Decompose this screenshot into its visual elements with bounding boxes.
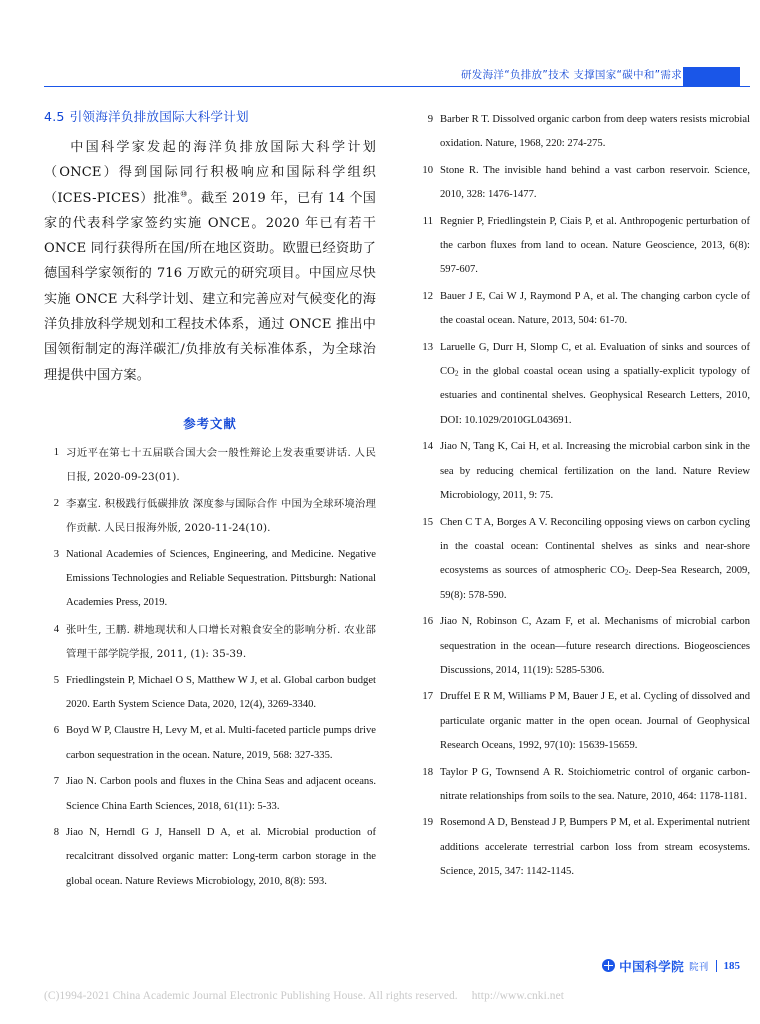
publisher-subtitle: 院刊 (689, 961, 709, 973)
section-paragraph (44, 135, 376, 388)
publisher-name: 中国科学院 (619, 959, 685, 974)
left-column (44, 108, 376, 936)
reference-text: Bauer J E, Cai W J, Raymond P A, et al. The changing carbon cycle of the coastal ocean. Nature, 2013, 504: 61-70. (440, 290, 750, 327)
reference-text: Druffel E R M, Williams P M, Bauer J E, et al. Cycling of dissolved and particulate organic matter in the open ocean. Journal of Geophysical Research Oceans, 1992, 97(10): 15639-15659. (440, 691, 750, 752)
reference-text: 习近平在第七十五届联合国大会一般性辩论上发表重要讲话. 人民日报, 2020-09-23(01). (66, 446, 376, 484)
reference-text: Barber R T. Dissolved organic carbon from deep waters resists microbial oxidation. Nature, 1968, 220: 274-275. (440, 114, 750, 150)
cas-logo-icon (602, 959, 615, 972)
reference-number: 15 (422, 516, 433, 528)
section-number: 4.5 (44, 109, 65, 124)
reference-item (418, 435, 750, 508)
header-rule (44, 86, 750, 87)
reference-text: 张叶生, 王鹏. 耕地现状和人口增长对粮食安全的影响分析. 农业部管理干部学院学报, 2011, (1): 35-39. (66, 623, 376, 661)
reference-text: Friedlingstein P, Michael O S, Matthew W J, et al. Global carbon budget 2020. Earth System Science Data, 2020, 12(4), 3269-3340. (66, 674, 376, 711)
reference-text: Jiao N, Herndl G J, Hansell D A, et al. Microbial production of recalcitrant dissolved organic matter: Long-term carbon storage in the global ocean. Nature Reviews Microbiology, 2010, 8(8): 593. (66, 827, 376, 887)
paragraph-text-post: 。截至 2019 年，已有 14 个国家的代表科学家签约实施 ONCE。2020 年已有若干 ONCE 同行获得所在国/所在地区资助。欧盟已经资助了德国科学家领衔的 716 万欧元的研究项目。中国应尽快实施 ONCE 大科学计划、建立和完善应对气候变化的海洋负排放科学规划和工程技术体系，通过 ONCE 推出中国领衔制定的海洋碳汇/负排放有关标准体系，为全球治理提供中国方案。 (44, 190, 376, 383)
reference-text: Boyd W P, Claustre H, Levy M, et al. Multi-faceted particle pumps drive carbon sequestration in the ocean. Nature, 2019, 568: 327-335. (66, 725, 376, 761)
reference-number: 6 (53, 725, 59, 737)
reference-list-right (418, 108, 750, 885)
reference-item (418, 761, 750, 810)
running-header-title: 研发海洋“负排放”技术 支撑国家“碳中和”需求 (461, 69, 682, 81)
reference-number: 5 (53, 674, 59, 686)
reference-item (44, 770, 376, 819)
copyright-notice (44, 990, 564, 1002)
right-column (418, 108, 750, 936)
reference-item (44, 719, 376, 768)
publisher-brand (602, 956, 740, 975)
reference-number: 8 (53, 827, 59, 839)
reference-item (418, 336, 750, 434)
reference-number: 3 (53, 548, 59, 560)
reference-number: 11 (422, 215, 433, 227)
reference-text: Chen C T A, Borges A V. Reconciling opposing views on carbon cycling in the coastal ocean: Continental shelves as sinks and near-shore ecosystems as sources of atmospheric $CO_2$. Deep-Sea Research, 2009, 59(8): 578-590. (440, 516, 750, 601)
reference-number: 1 (53, 446, 59, 458)
running-header (44, 60, 750, 86)
reference-list-left (44, 441, 376, 894)
reference-number: 2 (53, 497, 59, 509)
references-heading: 参考文献 (183, 415, 237, 431)
reference-item (418, 159, 750, 208)
paragraph-text-pre: 中国科学家发起的海洋负排放国际大科学计划（ONCE）得到国际同行积极响应和国际科学组织（ICES-PICES）批准 (44, 140, 376, 206)
reference-item (418, 285, 750, 334)
section-heading (44, 108, 376, 126)
reference-number: 4 (53, 623, 59, 635)
reference-number: 9 (427, 114, 433, 125)
reference-item (44, 441, 376, 490)
running-header-accent-chip (683, 67, 740, 86)
reference-number: 18 (422, 766, 433, 778)
reference-item (44, 543, 376, 616)
reference-item (44, 618, 376, 667)
reference-text: 李嘉宝. 积极践行低碳排放 深度参与国际合作 中国为全球环境治理作贡献. 人民日报海外版, 2020-11-24(10). (66, 497, 376, 535)
reference-number: 14 (422, 441, 433, 453)
page-footer (44, 956, 750, 978)
reference-item (418, 511, 750, 609)
reference-text: Jiao N, Tang K, Cai H, et al. Increasing the microbial carbon sink in the sea by reducing chemical fertilization on the land. Nature Review Microbiology, 2011, 9: 75. (440, 441, 750, 502)
reference-text: Stone R. The invisible hand behind a vast carbon reservoir. Science, 2010, 328: 1476-1477. (440, 164, 750, 201)
reference-number: 7 (53, 776, 59, 788)
reference-item (418, 210, 750, 283)
page-number: 185 (723, 959, 740, 972)
two-column-body (44, 108, 750, 936)
reference-item (418, 610, 750, 683)
reference-number: 10 (422, 164, 433, 176)
reference-text: Jiao N, Robinson C, Azam F, et al. Mechanisms of microbial carbon sequestration in the ocean—future research directions. Biogeosciences Discussions, 2014, 11(19): 5285-5306. (440, 616, 750, 676)
reference-text: National Academies of Sciences, Engineering, and Medicine. Negative Emissions Technologies and Reliable Sequestration. Pittsburgh: National Academies Press, 2019. (66, 548, 376, 609)
reference-item (418, 108, 750, 157)
brand-divider (716, 960, 717, 972)
reference-item (44, 669, 376, 718)
reference-number: 19 (422, 817, 433, 829)
reference-item (418, 811, 750, 884)
reference-item (418, 685, 750, 758)
reference-number: 12 (422, 290, 433, 302)
reference-text: Regnier P, Friedlingstein P, Ciais P, et al. Anthropogenic perturbation of the carbon fluxes from land to ocean. Nature Geoscience, 2013, 6(8): 597-607. (440, 215, 750, 276)
footnote-marker: ⑩ (180, 188, 188, 199)
reference-text: Jiao N. Carbon pools and fluxes in the China Seas and adjacent oceans. Science China Earth Sciences, 2018, 61(11): 5-33. (66, 776, 376, 812)
copyright-text: (C)1994-2021 China Academic Journal Electronic Publishing House. All rights reserved. (44, 990, 458, 1002)
section-title: 引领海洋负排放国际大科学计划 (69, 109, 249, 124)
cnki-url: http://www.cnki.net (471, 990, 565, 1002)
reference-item (44, 492, 376, 541)
reference-number: 17 (422, 691, 433, 703)
reference-text: Laruelle G, Durr H, Slomp C, et al. Evaluation of sinks and sources of $CO_2$ in the global coastal ocean using a spatially-explicit typology of estuaries and continental shelves. Geophysical Research Letters, 2010, DOI: 10.1029/2010GL043691. (440, 341, 750, 426)
reference-text: Rosemond A D, Benstead J P, Bumpers P M, et al. Experimental nutrient additions accelerate terrestrial carbon loss from stream ecosystems. Science, 2015, 347: 1142-1145. (440, 817, 750, 878)
reference-item (44, 821, 376, 894)
reference-number: 16 (422, 616, 433, 628)
reference-text: Taylor P G, Townsend A R. Stoichiometric control of organic carbon-nitrate relationships from soils to the sea. Nature, 2010, 464: 1178-1181. (440, 766, 750, 802)
reference-number: 13 (422, 341, 433, 353)
